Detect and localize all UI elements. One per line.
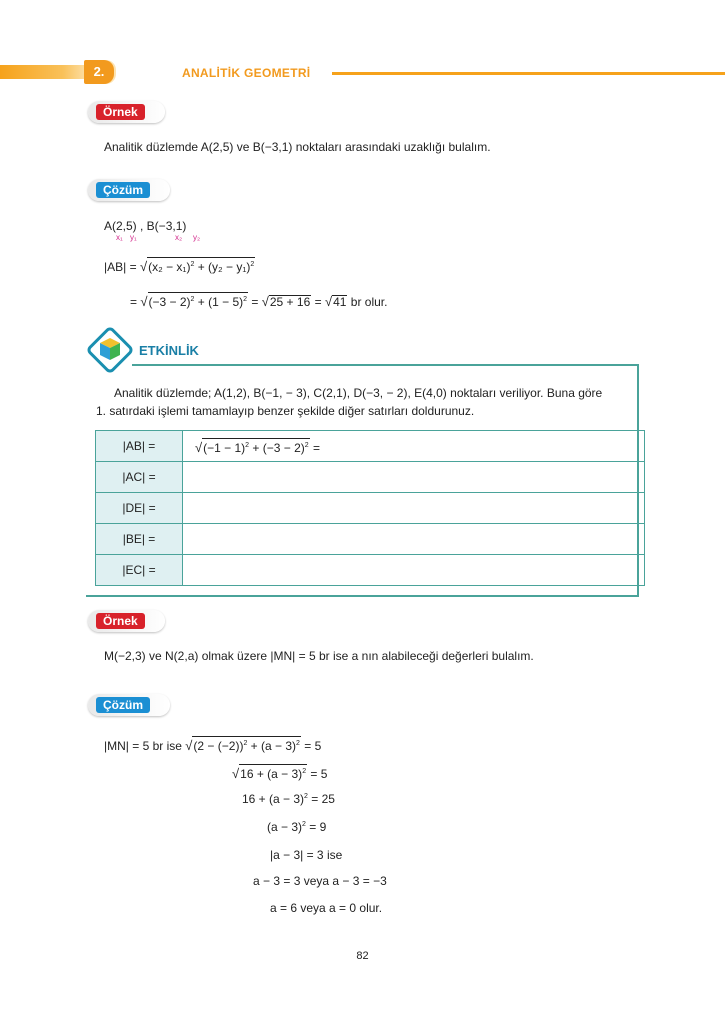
distance-formula-line: [104, 257, 255, 274]
distance-result-line: = $√(-3 - 2)^2 + (1 - 5)^2 = √25 + 16 = √41$ br olur.: [130, 294, 388, 309]
table-row: [96, 524, 645, 555]
example1-points: A(2,5) , B(−3,1): [104, 219, 187, 233]
example2-question: M(−2,3) ve N(2,a) olmak üzere |MN| = 5 br ise a nın alabileceği değerleri bulalım.: [104, 649, 534, 663]
sqrt-icon: √: [139, 259, 148, 274]
solution-line-1: |MN| = 5 br ise $√(2 - (-2))^2 + (a - 3)^2 = 5$: [104, 738, 322, 753]
sqrt-icon: √: [195, 439, 203, 455]
sqrt-icon: √: [232, 766, 240, 781]
row-answer-field[interactable]: [183, 493, 645, 524]
table-row: [96, 462, 645, 493]
row-answer-field[interactable]: [183, 555, 645, 586]
sub-x2: x₂: [175, 233, 183, 242]
sqrt-icon: √: [140, 294, 148, 309]
sqrt-icon: √: [185, 738, 193, 753]
solution-line-7: a = 6 veya a = 0 olur.: [270, 901, 383, 915]
header-rule: [332, 72, 725, 75]
row-label: |BE| =: [96, 524, 183, 555]
distance-table: [95, 430, 645, 586]
solution-line-2: $√16 + (a - 3)^2 = 5$: [232, 766, 328, 781]
sub-y1: y₁: [130, 233, 137, 242]
row-label: |AC| =: [96, 462, 183, 493]
row-answer-field[interactable]: $√(-1 - 1)^2 + (-3 - 2)^2$ =: [183, 431, 645, 462]
table-row: [96, 493, 645, 524]
solution-line-6: a − 3 = 3 veya a − 3 = −3: [253, 874, 387, 888]
sqrt-icon: √: [261, 294, 269, 309]
ab-label: |AB| =: [104, 260, 137, 274]
row-answer-field[interactable]: [183, 462, 645, 493]
solution-line-3: $16 + (a - 3)^2 = 25$: [242, 792, 335, 806]
row-label: |AB| =: [96, 431, 183, 462]
header-bar-left: [0, 65, 90, 79]
etkinlik-title: ETKİNLİK: [139, 343, 199, 358]
sub-x1: x₁: [116, 233, 123, 242]
cozum-tag-1: Çözüm: [88, 179, 170, 201]
row-answer-field[interactable]: [183, 524, 645, 555]
sub-y2: y₂: [193, 233, 201, 242]
solution-line-4: $(a - 3)^2 = 9$: [267, 820, 327, 834]
row-label: |DE| =: [96, 493, 183, 524]
chapter-number-badge: 2.: [84, 60, 114, 84]
cozum-tag-2: Çözüm: [88, 694, 170, 716]
page-number: 82: [356, 950, 369, 962]
ornek-tag-2: Örnek: [88, 610, 165, 632]
formula-radicand: $(x_2 - x_1)^2 + (y_2 - y_1)^2$: [147, 257, 255, 274]
etkinlik-intro-line2: 1. satırdaki işlemi tamamlayıp benzer şekilde diğer satırları doldurunuz.: [96, 404, 475, 418]
example1-question: Analitik düzlemde A(2,5) ve B(−3,1) noktaları arasındaki uzaklığı bulalım.: [104, 140, 491, 154]
ornek-tag-1: Örnek: [88, 101, 165, 123]
table-row: [96, 555, 645, 586]
solution-line-5: |a − 3| = 3 ise: [270, 848, 343, 862]
sqrt-icon: √: [324, 294, 333, 309]
chapter-title: ANALİTİK GEOMETRİ: [182, 66, 311, 80]
etkinlik-intro-line1: Analitik düzlemde; A(1,2), B(−1, − 3), C(2,1), D(−3, − 2), E(4,0) noktaları veriliyor. Buna göre: [114, 386, 603, 400]
row-label: |EC| =: [96, 555, 183, 586]
table-row: [96, 431, 645, 462]
